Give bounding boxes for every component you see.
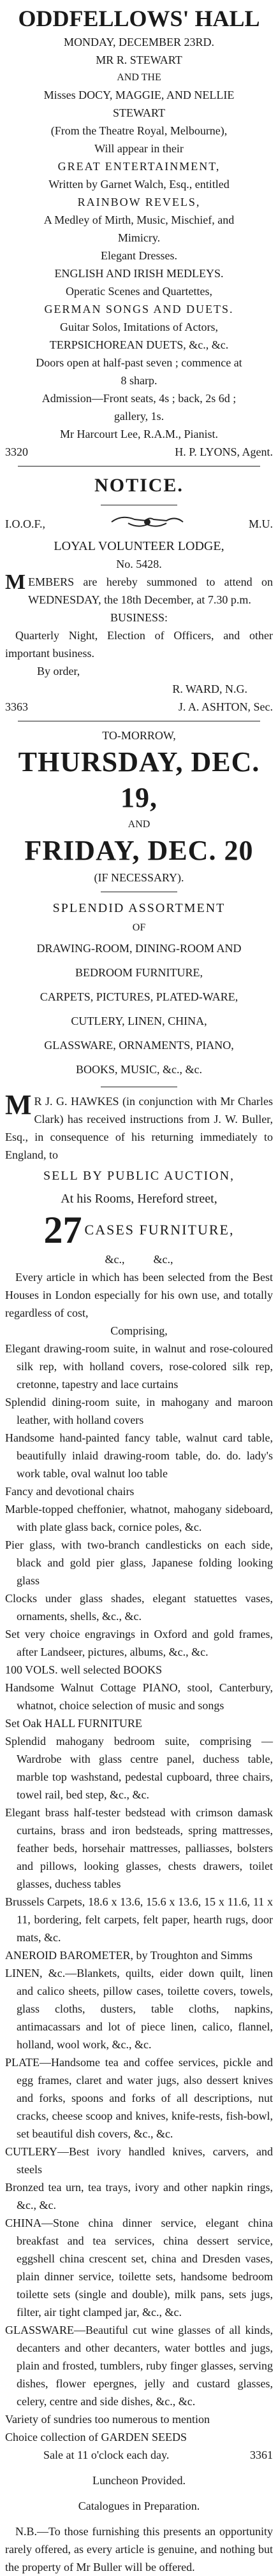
odd-line: Mimicry. — [117, 231, 161, 244]
sale-heading: BEDROOM FURNITURE, — [75, 966, 203, 979]
newspaper-column — [5, 0, 273, 2576]
order-left: I.O.O.F., — [5, 517, 46, 530]
sale-description: Every article in which has been selected from the Best Houses in London especially for his own use, and totally regardless of cost, — [5, 1271, 273, 1319]
list-item: Pier glass, with two-branch candlesticks on each side, black and gold pier glass, Japanese folding looking glass — [5, 1538, 273, 1587]
odd-line: Misses DOCY, MAGGIE, AND NELLIE — [43, 89, 235, 101]
luncheon-note: Luncheon Provided. — [92, 2474, 186, 2487]
sale-time: Sale at 11 o'clock each day. — [43, 2449, 170, 2461]
list-item: Marble-topped cheffonier, whatnot, mahogany sideboard, with plate glass back, cornice poles, &c. — [5, 1503, 273, 1533]
sale-heading: BOOKS, MUSIC, &c., &c. — [75, 1063, 202, 1076]
divider — [18, 466, 260, 467]
sale-heading: CARPETS, PICTURES, PLATED-WARE, — [40, 990, 238, 1003]
list-item: Elegant brass half-tester bedstead with crimson damask curtains, brass and iron bedsteads, spring mattresses, feather beds, horsehair mattresses, palliasses, bolsters and pillows, looking glasses, chests drawers, toilet glasses, duchess tables — [5, 1806, 273, 1890]
lodge-notice — [5, 472, 273, 716]
list-item: Splendid dining-room suite, in mahogany and maroon leather, with holland covers — [5, 1396, 273, 1426]
notice-title: NOTICE. — [94, 475, 184, 496]
list-item: 100 VOLS. well selected BOOKS — [5, 1663, 163, 1676]
odd-ref: 3320 — [5, 445, 28, 458]
sale-day-friday: FRIDAY, DEC. 20 — [24, 835, 254, 866]
sale-time-row — [5, 2446, 273, 2464]
sale-heading: DRAWING-ROOM, DINING-ROOM AND — [36, 942, 242, 955]
list-item: GLASSWARE—Beautiful cut wine glasses of all kinds, decanters and other decanters, water bottles and jugs, plain and frosted, tumblers, ruby finger glasses, serving dishes, flower epergnes, jelly and custard glasses, celery, centre and side dishes, &c., &c. — [5, 2324, 273, 2408]
cases-row — [5, 1210, 273, 1250]
order-right: M.U. — [248, 517, 273, 530]
oddfellows-advertisement — [5, 4, 273, 461]
cases-furniture: CASES FURNITURE, — [84, 1222, 235, 1238]
sale-tomorrow: TO-MORROW, — [102, 729, 176, 742]
sale-heading: CUTLERY, LINEN, CHINA, — [71, 1015, 207, 1027]
lodge-name: LOYAL VOLUNTEER LODGE, — [54, 539, 224, 553]
sale-and: AND — [128, 819, 150, 830]
sale-day-thursday: THURSDAY, DEC. 19, — [18, 746, 260, 813]
sale-item-list — [5, 1340, 273, 2446]
lodge-number: No. 5428. — [116, 558, 162, 570]
list-item: Bronzed tea urn, tea trays, ivory and other napkin rings, &c., &c. — [5, 2181, 273, 2211]
odd-line: Will appear in their — [94, 142, 184, 155]
signature-president: R. WARD, N.G. — [172, 683, 247, 695]
list-item: CHINA—Stone china dinner service, elegant china breakfast and tea services, china dessert service, eggshell china crescent set, china and Dresden vases, plain dinner service, toilette sets, handsome bedroom toilette sets (single and double), milk pans, sets jugs, filter, air tight clamped jar, &c., &c. — [5, 2217, 273, 2319]
odd-line: 8 sharp. — [121, 374, 157, 387]
list-item: Splendid mahogany bedroom suite, comprising — Wardrobe with glass centre panel, duchess table, marble top washstand, pedestal cupboard, three chairs, towel rail, bed step, &c., &c. — [5, 1735, 273, 1801]
odd-line: Elegant Dresses. — [101, 249, 177, 262]
odd-line: TERPSICHOREAN DUETS, &c., &c. — [49, 338, 229, 351]
business-text: Quarterly Night, Election of Officers, and other important business. — [5, 629, 273, 660]
sale-if-necessary: (IF NECESSARY). — [94, 871, 184, 884]
list-item: CUTLERY—Best ivory handled knives, carvers, and steels — [5, 2145, 273, 2176]
list-item: Handsome Walnut Cottage PIANO, stool, Canterbury, whatnot, choice selection of music and songs — [5, 1681, 273, 1712]
list-item: Set Oak HALL FURNITURE — [5, 1717, 142, 1730]
sale-rooms: At his Rooms, Hereford street, — [61, 1192, 217, 1206]
list-item: Clocks under glass shades, elegant statuettes vases, ornaments, shells, &c., &c. — [5, 1592, 273, 1623]
odd-signer: H. P. LYONS, Agent. — [175, 445, 273, 458]
intro-drop-cap: M — [5, 1089, 32, 1120]
auction-advertisement — [5, 727, 273, 2576]
list-item: Brussels Carpets, 18.6 x 13.6, 15.6 x 13.6, 15 x 11.6, 11 x 11, bordering, felt carpets, felt paper, hearth rugs, door mats, &c. — [5, 1895, 273, 1944]
list-item: Set very choice engravings in Oxford and gold frames, after Landseer, pictures, albums, &c., &c. — [5, 1628, 273, 1658]
sale-ref: 3361 — [250, 2449, 273, 2461]
cases-count: 27 — [43, 1209, 82, 1251]
sale-intro — [5, 1089, 273, 1164]
sale-heading: GLASSWARE, ORNAMENTS, PIANO, — [44, 1039, 234, 1052]
sale-etc: &c., &c., — [105, 1253, 173, 1266]
odd-footer — [5, 443, 273, 461]
odd-line: GERMAN SONGS AND DUETS. — [44, 303, 234, 315]
odd-line: Operatic Scenes and Quartettes, — [66, 285, 212, 298]
odd-line: STEWART — [113, 106, 165, 119]
list-item: Handsome hand-painted fancy table, walnut card table, beautifully inlaid drawing-room table, do. do. lady's work table, oval walnut loo table — [5, 1431, 273, 1480]
list-item: Variety of sundries too numerous to mention — [5, 2413, 210, 2426]
splendid-assortment: SPLENDID ASSORTMENT — [52, 901, 226, 915]
list-item: Fancy and devotional chairs — [5, 1485, 135, 1498]
odd-line: A Medley of Mirth, Music, Mischief, and — [43, 213, 235, 226]
odd-line: ENGLISH AND IRISH MEDLEYS. — [54, 267, 224, 280]
odd-line: gallery, 1s. — [113, 410, 165, 423]
list-item: Elegant drawing-room suite, in walnut and rose-coloured silk rep, with holland covers, rose-colored silk rep, cretonne, tapestry and lace curtains — [5, 1342, 273, 1391]
odd-line: Doors open at half-past seven ; commence at — [36, 356, 242, 369]
odd-line: (From the Theatre Royal, Melbourne), — [50, 124, 228, 137]
list-item: Choice collection of GARDEN SEEDS — [5, 2431, 187, 2443]
catalogues-note: Catalogues in Preparation. — [78, 2500, 200, 2512]
odd-line: Admission—Front seats, 4s ; back, 2s 6d ; — [41, 392, 237, 405]
odd-line: GREAT ENTERTAINMENT, — [57, 160, 221, 173]
odd-line: Guitar Solos, Imitations of Actors, — [60, 321, 218, 333]
odd-line: Mr Harcourt Lee, R.A.M., Pianist. — [60, 428, 218, 440]
sale-intro-text: R J. G. HAWKES (in conjunction with Mr Charles Clark) has received instructions from J. W. Buller, Esq., in consequence of his returning immediately to England, to — [5, 1095, 273, 1161]
list-item: PLATE—Handsome tea and coffee services, pickle and egg frames, claret and water jugs, also dessert knives and forks, spoons and forks of all descriptions, nut cracks, cheese scoop and knives, knife-rests, fish-bowl, set beautiful dish covers, &c., &c. — [5, 2056, 273, 2140]
notice-body-text: EMBERS are hereby summoned to attend on WEDNESDAY, the 18th December, at 7.30 p.m. — [28, 575, 273, 606]
signature-secretary: J. A. ASHTON, Sec. — [178, 700, 273, 713]
handshake-emblem-icon — [109, 510, 186, 537]
sale-comprising: Comprising, — [110, 1324, 168, 1337]
notice-footer — [5, 698, 273, 716]
oddfellows-hall-title: ODDFELLOWS' HALL — [18, 6, 260, 31]
business-heading: BUSINESS: — [110, 611, 168, 624]
odd-line: Written by Garnet Walch, Esq., entitled — [48, 178, 230, 191]
sell-by-auction: SELL BY PUBLIC AUCTION, — [43, 1169, 235, 1183]
order-row — [5, 510, 273, 537]
list-item: LINEN, &c.—Blankets, quilts, eider down quilt, linen and calico sheets, pillow cases, toilette covers, towels, glass cloths, dusters, table cloths, napkins, antimacassars and lot of piece linen, calico, flannel, holland, wool work, &c., &c. — [5, 1967, 273, 2051]
odd-line: RAINBOW REVELS, — [77, 196, 201, 208]
sale-of: OF — [132, 922, 146, 933]
odd-line: AND THE — [117, 72, 161, 83]
notice-body: MEMBERS are hereby summoned to attend on WEDNESDAY, the 18th December, at 7.30 p.m. — [5, 570, 273, 606]
notice-ref: 3363 — [5, 700, 28, 713]
by-order: By order, — [37, 665, 80, 677]
odd-line: MONDAY, DECEMBER 23RD. — [63, 36, 215, 48]
nb-note: N.B.—To those furnishing this presents an opportunity rarely offered, as every article is genuine, and nothing but the property of Mr Buller will be offered. — [5, 2525, 273, 2573]
list-item: ANEROID BAROMETER, by Troughton and Simms — [5, 1949, 253, 1962]
odd-line: MR R. STEWART — [96, 54, 182, 66]
